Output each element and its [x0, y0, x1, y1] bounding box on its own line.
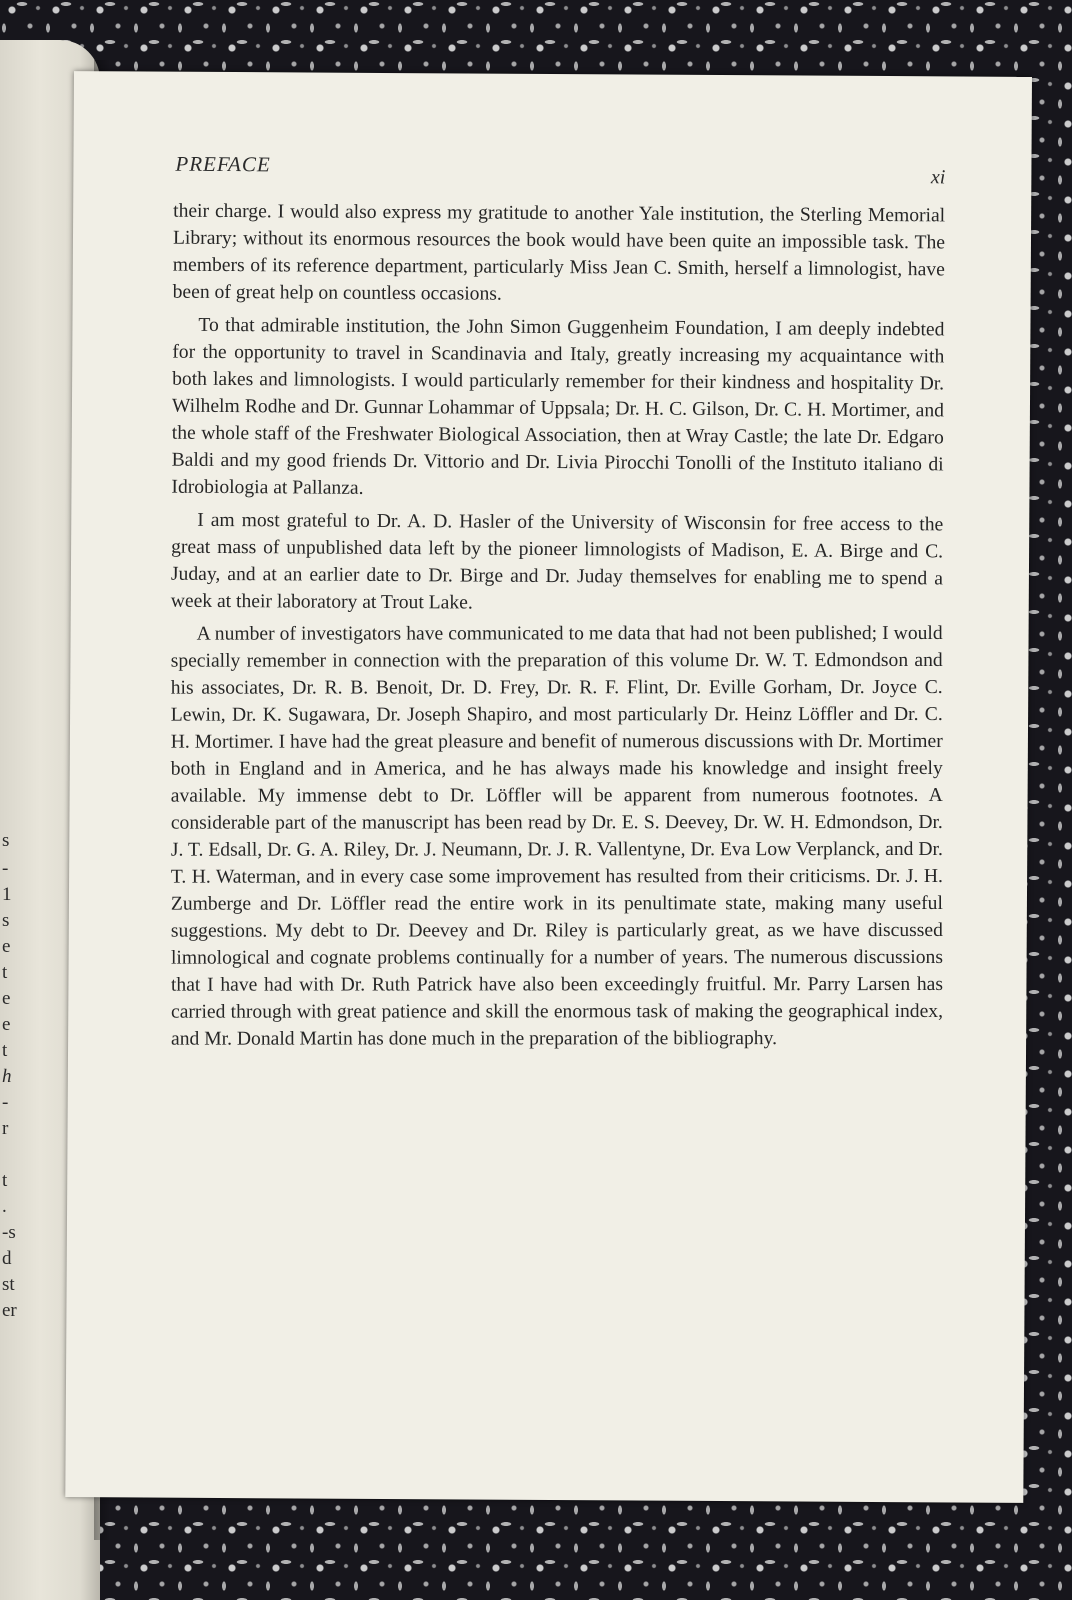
left-page-fragment: r	[2, 1118, 9, 1139]
left-page-fragment: d	[2, 1248, 12, 1269]
left-page-fragment: e	[2, 1014, 11, 1035]
book-page	[65, 71, 1032, 1503]
left-page-fragment: t	[2, 1040, 8, 1061]
left-page-fragment: .	[2, 1196, 7, 1217]
left-page-fragment: t	[2, 962, 8, 983]
page-number: xi	[930, 166, 946, 189]
left-page-fragment: t	[2, 1170, 8, 1191]
left-page-fragment: -s	[2, 1222, 16, 1243]
preface-body	[168, 198, 945, 1064]
left-page-fragment: er	[2, 1300, 17, 1321]
paragraph: I am most grateful to Dr. A. D. Hasler of the University of Wisconsin for free access to the great mass of unpublished data left by the pioneer limnologists of Madison, E. A. Birge and C. Juday, and at an earlier date to Dr. Birge and Dr. Juday themselves for enabling me to spend a week at their laboratory at Trout Lake.	[170, 509, 944, 614]
paragraph: A number of investigators have communicated to me data that had not been published; I would specially remember in connection with the preparation of this volume Dr. W. T. Edmondson and his associates, Dr. R. B. Benoit, Dr. D. Frey, Dr. R. F. Flint, Dr. Eville Gorham, Dr. Joyce C. Lewin, Dr. K. Sugawara, Dr. Joseph Shapiro, and most particularly Dr. Heinz Löffler and Dr. C. H. Mortimer. I have had the great pleasure and benefit of numerous discussions with Dr. Mortimer both in England and in America, and he has always made his knowledge and insight freely available. My immense debt to Dr. Löffler will be apparent from numerous footnotes. A considerable part of the manuscript has been read by Dr. E. S. Deevey, Dr. W. H. Edmondson, Dr. J. T. Edsall, Dr. G. A. Riley, Dr. J. Neumann, Dr. J. R. Vallentyne, Dr. Eva Low Verplanck, and Dr. T. H. Waterman, and in every case some improvement has resulted from their criticisms. Dr. J. H. Zumberge and Dr. Löffler read the entire work in its penultimate state, making many useful suggestions. My debt to Dr. Deevey and Dr. Riley is particularly great, as we have discussed limnological and cognate problems continually for a number of years. The numerous discussions that I have had with Dr. Ruth Patrick have also been exceedingly fruitful. Mr. Parry Larsen has carried through with great patience and skill the enormous task of making the geographical index, and Mr. Donald Martin has done much in the preparation of the bibliography.	[170, 623, 944, 1050]
left-page-fragment: -	[2, 858, 9, 879]
paragraph: their charge. I would also express my gratitude to another Yale institution, the Sterling Memorial Library; without its enormous resources the book would have been quite an impossible task. The members of its reference department, particularly Miss Jean C. Smith, herself a limnologist, have been of great help on countless occasions.	[172, 200, 946, 305]
left-page-fragment: st	[2, 1274, 15, 1295]
paragraph: To that admirable institution, the John Simon Guggenheim Foundation, I am deeply indebted for the opportunity to travel in Scandinavia and Italy, greatly increasing my acquaintance with both lakes and limnologists. I would particularly remember for their kindness and hospitality Dr. Wilhelm Rodhe and Dr. Gunnar Lohammar of Uppsala; Dr. H. C. Gilson, Dr. C. H. Mortimer, and the whole staff of the Freshwater Biological Association, then at Wray Castle; the late Dr. Edgaro Baldi and my good friends Dr. Vittorio and Dr. Livia Pirocchi Tonolli of the Instituto italiano di Idrobiologia at Pallanza.	[171, 314, 945, 499]
left-page-fragment: e	[2, 988, 11, 1009]
left-page-fragment: s	[2, 910, 10, 931]
left-page-fragment: e	[2, 936, 11, 957]
left-page-fragment: -	[2, 1092, 9, 1113]
left-page-fragment: 1	[2, 884, 12, 905]
running-head: PREFACE	[175, 151, 271, 177]
left-page-fragment: h	[2, 1066, 12, 1087]
page-header	[175, 152, 945, 187]
left-page-fragment: s	[2, 830, 10, 851]
